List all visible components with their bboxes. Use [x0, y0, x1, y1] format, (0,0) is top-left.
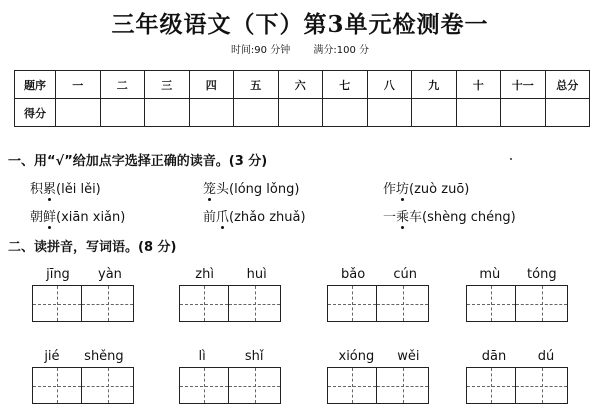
score-cell: [145, 99, 190, 127]
pinyin-line: [466, 348, 570, 365]
section2-title: 二、读拼音，写词语。(8 分): [8, 240, 177, 255]
col-9: 九: [412, 71, 457, 99]
score-cell: [545, 99, 590, 127]
word-group-5[interactable]: [32, 348, 136, 404]
word-group-3[interactable]: [327, 266, 431, 322]
score-table: [14, 70, 590, 127]
char-box[interactable]: [179, 285, 229, 322]
dotted-char: 坊: [396, 178, 409, 197]
char-box[interactable]: [229, 285, 281, 322]
stray-mark: [510, 158, 512, 160]
pinyin-choices: (zhǎo zhuǎ): [229, 210, 306, 225]
pinyin-choices: (zuò zuō): [409, 182, 470, 197]
col-total: 总分: [545, 71, 590, 99]
exam-info: [0, 41, 600, 56]
pinyin-line: [327, 266, 431, 283]
score-cell: [56, 99, 101, 127]
score-cell: [501, 99, 546, 127]
pinyin: lì: [198, 349, 206, 364]
pinyin: shěng: [84, 349, 124, 364]
char-box[interactable]: [466, 285, 516, 322]
score-cell: [323, 99, 368, 127]
pinyin-line: [179, 266, 283, 283]
pinyin: jīng: [46, 267, 70, 282]
col-1: 一: [56, 71, 101, 99]
char-box[interactable]: [82, 367, 134, 404]
pinyin-choices: (shèng chéng): [422, 210, 516, 225]
pinyin: dú: [537, 349, 555, 364]
word-group-1[interactable]: [32, 266, 136, 322]
score-cell: [367, 99, 412, 127]
char-box[interactable]: [516, 285, 568, 322]
item-text: 朝: [30, 210, 44, 225]
item-text: 车: [409, 210, 423, 225]
page-title: 三年级语文（下）第3单元检测卷一: [111, 11, 489, 38]
time-limit: 时间:90 分钟: [230, 45, 291, 56]
char-box[interactable]: [516, 367, 568, 404]
word-group-2[interactable]: [179, 266, 283, 322]
col-8: 八: [367, 71, 412, 99]
pinyin-choices: (lóng lǒng): [229, 182, 300, 197]
pinyin-choices: (xiān xiǎn): [56, 210, 126, 225]
score-table-score-row: [15, 99, 590, 127]
pronunciation-item-6[interactable]: [383, 206, 516, 225]
writing-grid[interactable]: [179, 367, 283, 404]
dotted-char: 爪: [216, 206, 229, 225]
pinyin: dān: [481, 349, 507, 364]
word-group-8[interactable]: [466, 348, 570, 404]
pronunciation-item-3[interactable]: [383, 178, 469, 197]
col-5: 五: [234, 71, 279, 99]
char-box[interactable]: [32, 285, 82, 322]
score-cell: [456, 99, 501, 127]
pronunciation-item-5[interactable]: [203, 206, 306, 225]
item-text: 头: [216, 182, 230, 197]
char-box[interactable]: [466, 367, 516, 404]
char-box[interactable]: [327, 285, 377, 322]
pinyin-line: [32, 266, 136, 283]
dotted-char: 累: [43, 178, 56, 197]
dotted-char: 鲜: [43, 206, 56, 225]
char-box[interactable]: [82, 285, 134, 322]
pinyin: tóng: [527, 267, 557, 282]
pinyin: jié: [44, 349, 60, 364]
col-11: 十一: [501, 71, 546, 99]
pinyin: wěi: [397, 349, 420, 364]
item-text: 作: [383, 182, 397, 197]
pinyin-line: [32, 348, 136, 365]
word-group-6[interactable]: [179, 348, 283, 404]
col-2: 二: [100, 71, 145, 99]
writing-grid[interactable]: [32, 367, 136, 404]
score-cell: [234, 99, 279, 127]
section1-title: 一、用“√”给加点字选择正确的读音。(3 分): [8, 154, 268, 169]
full-score: 满分:100 分: [313, 45, 370, 56]
char-box[interactable]: [327, 367, 377, 404]
writing-grid[interactable]: [327, 367, 431, 404]
pinyin: xióng: [338, 349, 375, 364]
pinyin-line: [327, 348, 431, 365]
col-6: 六: [278, 71, 323, 99]
col-7: 七: [323, 71, 368, 99]
item-text: 一: [383, 210, 397, 225]
pinyin: shǐ: [244, 349, 264, 364]
score-cell: [189, 99, 234, 127]
pronunciation-item-1[interactable]: [30, 178, 101, 197]
char-box[interactable]: [377, 285, 429, 322]
char-box[interactable]: [377, 367, 429, 404]
writing-grid[interactable]: [32, 285, 136, 322]
word-group-4[interactable]: [466, 266, 570, 322]
writing-grid[interactable]: [179, 285, 283, 322]
score-cell: [278, 99, 323, 127]
pinyin-choices: (lěi lěi): [56, 182, 101, 197]
char-box[interactable]: [229, 367, 281, 404]
row-label-score: 得分: [15, 99, 56, 127]
col-10: 十: [456, 71, 501, 99]
pinyin: mù: [479, 267, 501, 282]
row-label-order: 题序: [15, 71, 56, 99]
pinyin: huì: [246, 267, 267, 282]
col-3: 三: [145, 71, 190, 99]
score-table-header-row: [15, 71, 590, 99]
pinyin-line: [466, 266, 570, 283]
item-text: 前: [203, 210, 217, 225]
pinyin: yàn: [98, 267, 122, 282]
score-cell: [100, 99, 145, 127]
pinyin: zhì: [195, 267, 214, 282]
pinyin-line: [179, 348, 283, 365]
dotted-char: 乘: [396, 206, 409, 225]
dotted-char: 笼: [203, 178, 216, 197]
char-box[interactable]: [32, 367, 82, 404]
char-box[interactable]: [179, 367, 229, 404]
pinyin: bǎo: [341, 267, 366, 282]
pinyin: cún: [393, 267, 417, 282]
word-group-7[interactable]: [327, 348, 431, 404]
score-cell: [412, 99, 457, 127]
col-4: 四: [189, 71, 234, 99]
writing-grid[interactable]: [466, 285, 570, 322]
item-text: 积: [30, 182, 44, 197]
pronunciation-item-4[interactable]: [30, 206, 125, 225]
pronunciation-item-2[interactable]: [203, 178, 299, 197]
writing-grid[interactable]: [466, 367, 570, 404]
writing-grid[interactable]: [327, 285, 431, 322]
